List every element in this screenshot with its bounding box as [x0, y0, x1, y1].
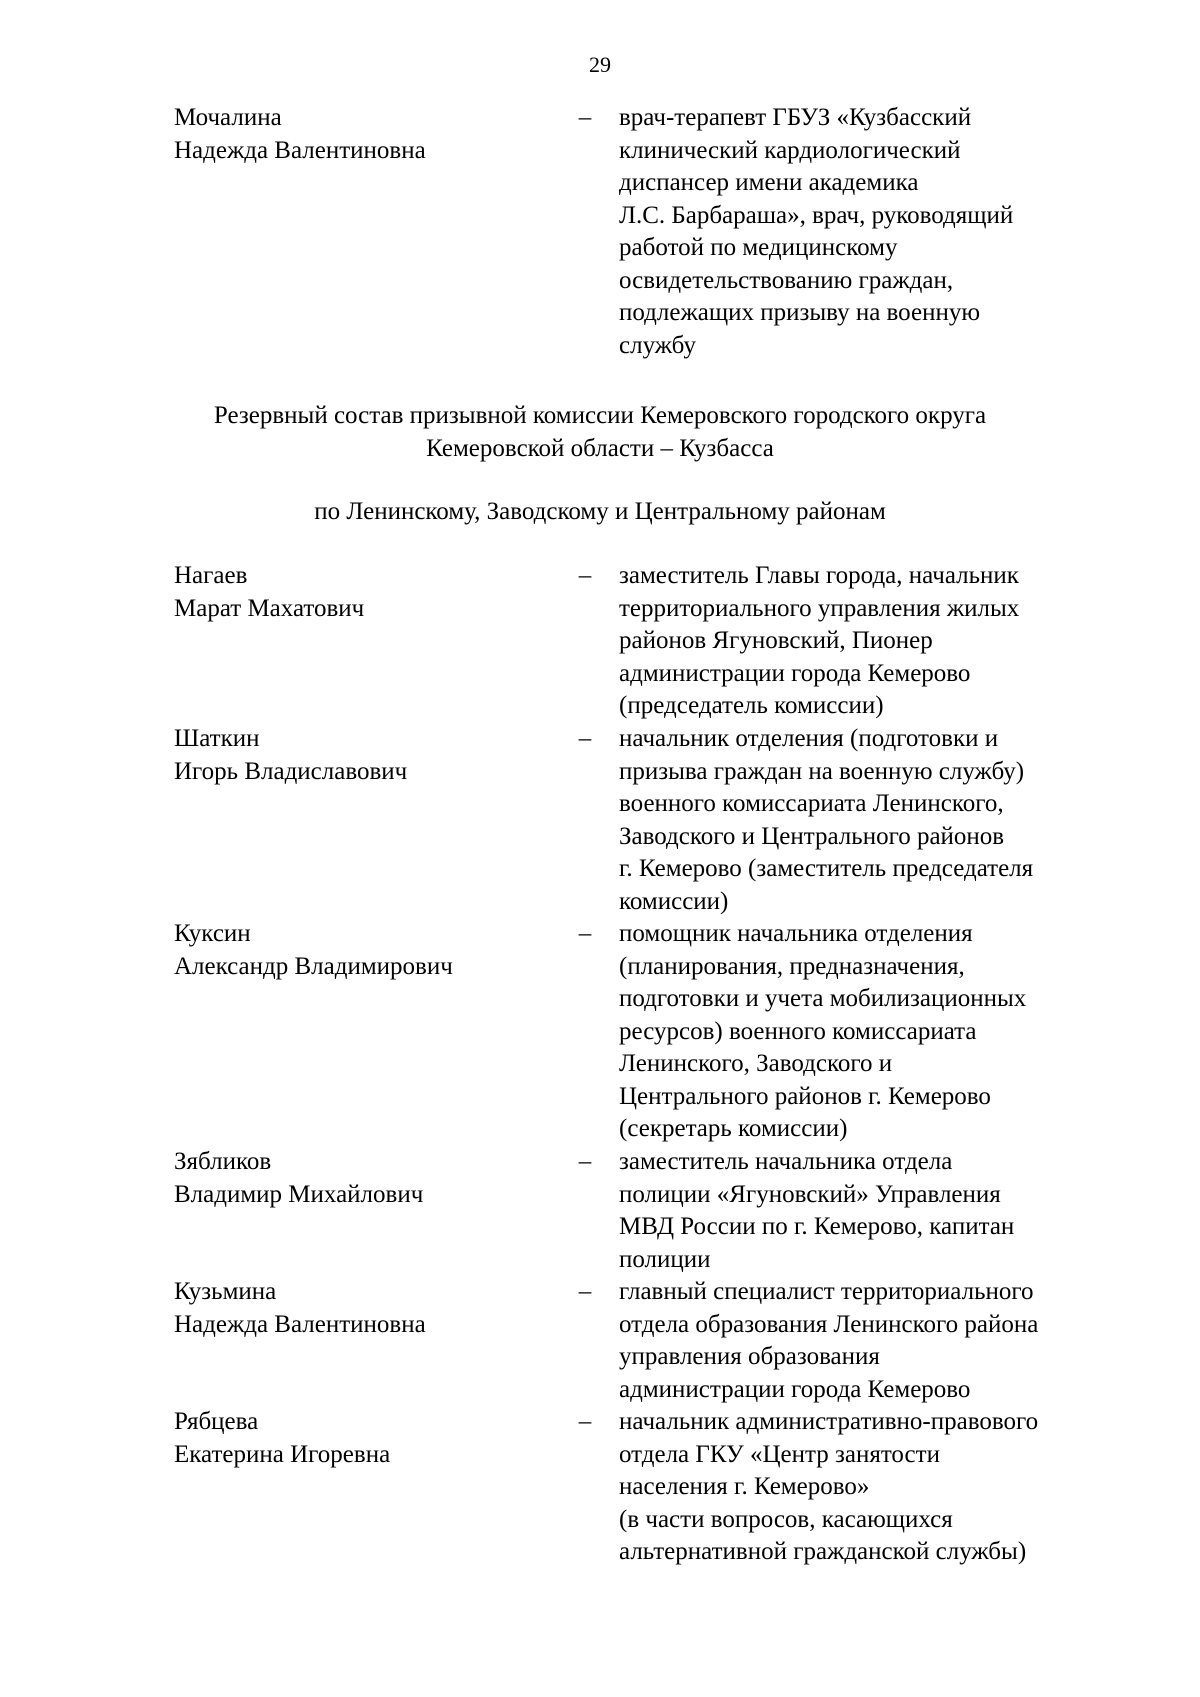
member-name — [174, 1146, 554, 1211]
position-line: администрации города Кемерово — [619, 1375, 971, 1403]
member-surname: Зябликов — [174, 1148, 272, 1175]
position-line: ресурсов) военного комиссариата — [619, 1017, 977, 1045]
position-line: начальник административно-правового — [619, 1408, 1039, 1435]
member-given-names: Екатерина Игоревна — [174, 1440, 391, 1468]
member-given-names: Марат Махатович — [174, 594, 365, 622]
position-line: администрации города Кемерово — [619, 659, 971, 687]
member-given-names: Владимир Михайлович — [174, 1180, 424, 1208]
position-line: помощник начальника отделения — [619, 920, 973, 947]
position-line: Л.С. Барбараша», врач, руководящий — [619, 201, 1014, 229]
member-position — [619, 1146, 1139, 1276]
position-line: (секретарь комиссии) — [619, 1115, 848, 1142]
position-line: Заводского и Центрального районов — [619, 822, 1005, 850]
position-line: населения г. Кемерово» — [619, 1473, 870, 1500]
position-line: главный специалист территориального — [619, 1278, 1034, 1305]
position-line: службу — [619, 331, 696, 359]
member-position — [619, 560, 1139, 723]
entry-dash: – — [578, 104, 592, 131]
position-line: призыва граждан на военную службу) — [619, 757, 1025, 785]
position-line: подлежащих призыву на военную — [619, 299, 981, 326]
member-name — [174, 560, 554, 625]
position-line: начальник отделения (подготовки и — [619, 725, 999, 752]
member-name — [174, 723, 554, 788]
position-line: подготовки и учета мобилизационных — [619, 985, 1027, 1012]
position-line: (в части вопросов, касающихся — [619, 1505, 953, 1533]
member-surname: Рябцева — [174, 1408, 259, 1435]
position-line: территориального управления жилых — [619, 594, 1020, 622]
position-line: диспансер имени академика — [619, 169, 919, 196]
position-line: отдела ГКУ «Центр занятости — [619, 1440, 940, 1468]
entry-dash: – — [578, 1148, 592, 1175]
section-title — [0, 400, 1200, 465]
member-name — [174, 1406, 554, 1471]
member-surname: Куксин — [174, 920, 251, 947]
section-title-line: Резервный состав призывной комиссии Кемеровского городского округа — [213, 402, 987, 429]
entry-dash: – — [578, 562, 592, 589]
page-number: 29 — [589, 52, 611, 77]
member-name — [174, 918, 554, 983]
position-line: МВД России по г. Кемерово, капитан — [619, 1213, 1015, 1240]
position-line: районов Ягуновский, Пионер — [619, 627, 933, 654]
position-line: заместитель Главы города, начальник — [619, 562, 1019, 589]
member-given-names: Надежда Валентиновна — [174, 1310, 426, 1338]
position-line: управления образования — [619, 1343, 880, 1370]
member-position — [619, 102, 1139, 362]
position-line: (планирования, предназначения, — [619, 952, 965, 980]
position-line: врач-терапевт ГБУЗ «Кузбасский — [619, 104, 972, 131]
position-line: г. Кемерово (заместитель председателя — [619, 855, 1034, 882]
member-surname: Кузьмина — [174, 1278, 277, 1305]
member-given-names: Игорь Владиславович — [174, 757, 408, 785]
position-line: заместитель начальника отдела — [619, 1148, 953, 1175]
member-surname: Нагаев — [174, 562, 248, 589]
position-line: полиции «Ягуновский» Управления — [619, 1180, 1001, 1208]
entry-dash: – — [578, 920, 592, 947]
position-line: комиссии) — [619, 887, 729, 915]
position-line: освидетельствованию граждан, — [619, 266, 954, 294]
member-surname: Шаткин — [174, 725, 260, 752]
member-given-names: Надежда Валентиновна — [174, 136, 426, 164]
position-line: Ленинского, Заводского и — [619, 1050, 893, 1077]
position-line: Центрального районов г. Кемерово — [619, 1082, 991, 1110]
entry-dash: – — [578, 1408, 592, 1435]
member-position — [619, 1406, 1139, 1569]
section-subtitle-line: по Ленинскому, Заводскому и Центральному районам — [314, 498, 886, 525]
entry-dash: – — [578, 725, 592, 752]
member-surname: Мочалина — [174, 104, 282, 131]
member-position — [619, 918, 1139, 1146]
position-line: работой по медицинскому — [619, 234, 898, 261]
member-position — [619, 1276, 1139, 1406]
position-line: военного комиссариата Ленинского, — [619, 790, 1004, 817]
position-line: альтернативной гражданской службы) — [619, 1538, 1027, 1565]
member-name — [174, 1276, 554, 1341]
section-title-line: Кемеровской области – Кузбасса — [426, 434, 774, 462]
position-line: полиции — [619, 1245, 711, 1273]
position-line: (председатель комиссии) — [619, 692, 884, 719]
position-line: отдела образования Ленинского района — [619, 1310, 1039, 1338]
section-subtitle — [0, 496, 1200, 529]
member-name — [174, 102, 554, 167]
member-position — [619, 723, 1139, 918]
position-line: клинический кардиологический — [619, 136, 961, 164]
entry-dash: – — [578, 1278, 592, 1305]
member-given-names: Александр Владимирович — [174, 952, 453, 980]
